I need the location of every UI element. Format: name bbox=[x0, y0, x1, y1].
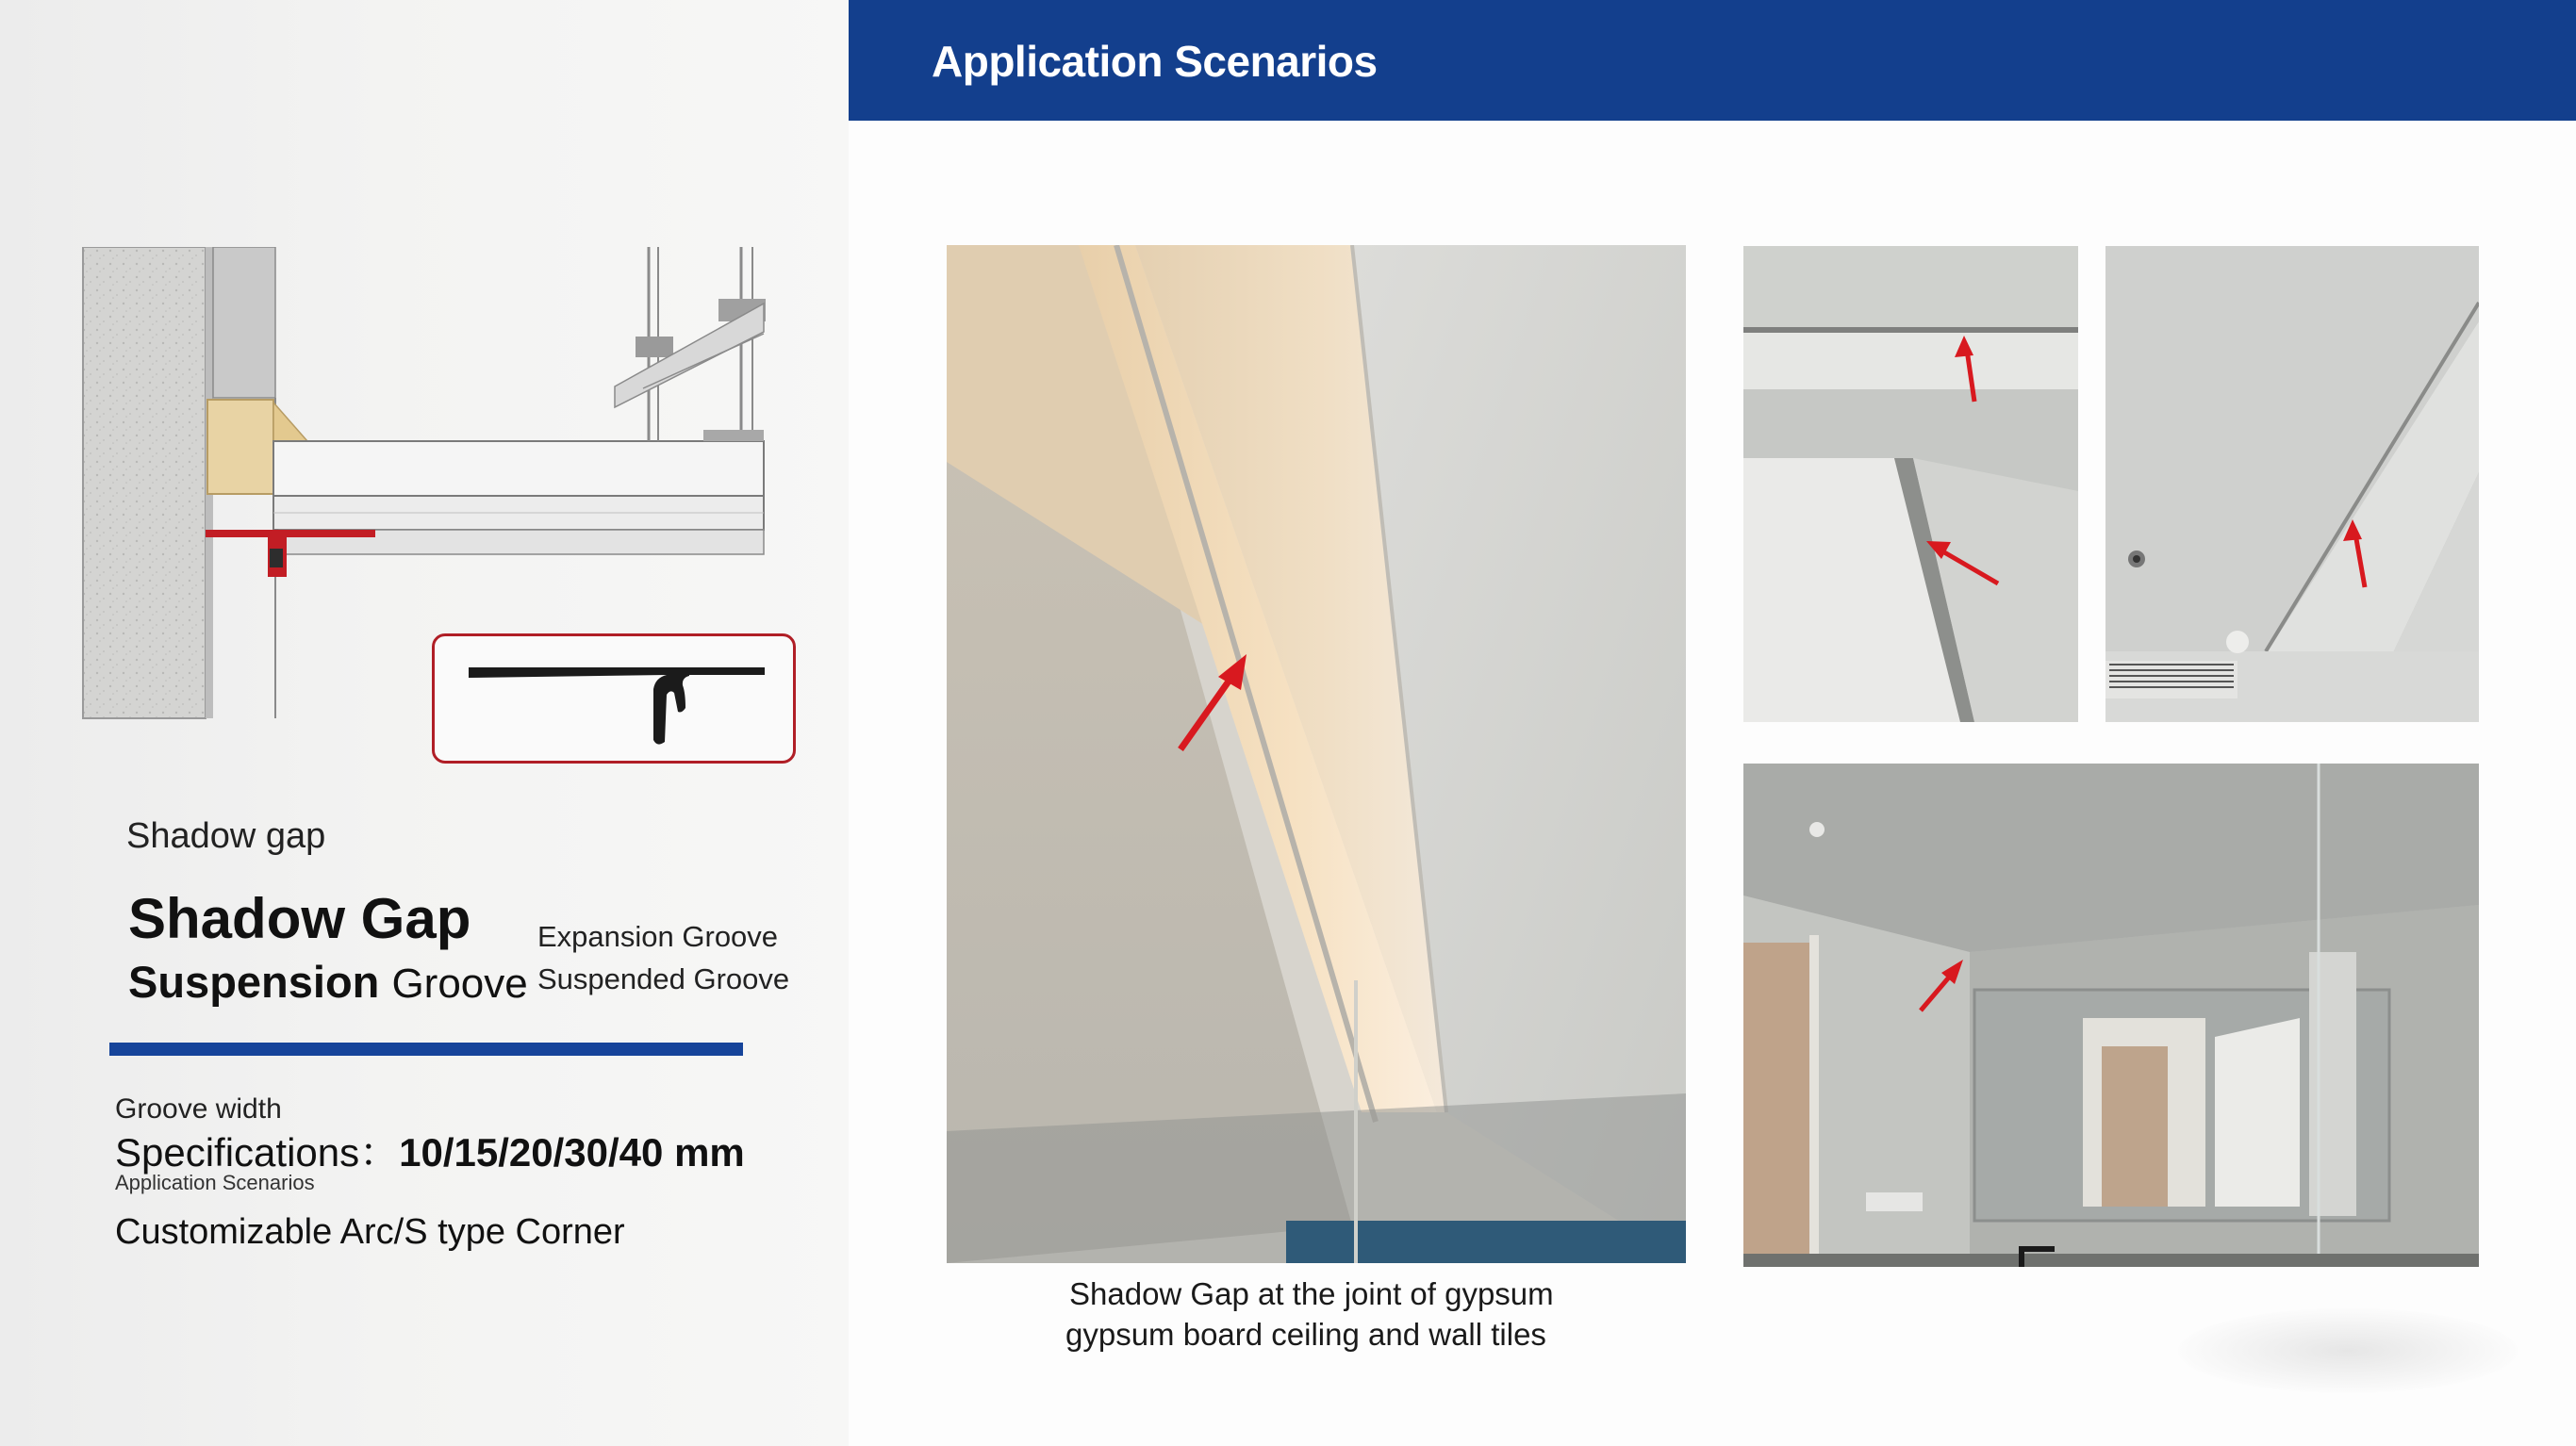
customizable-note: Customizable Arc/S type Corner bbox=[115, 1212, 625, 1252]
application-small-label: Application Scenarios bbox=[115, 1171, 315, 1194]
blurred-mark bbox=[2178, 1308, 2518, 1393]
alt-name-suspended: Suspended Groove bbox=[537, 962, 790, 995]
profile-detail-box bbox=[432, 633, 796, 764]
alt-name-expansion: Expansion Groove bbox=[537, 920, 779, 953]
corner-ceiling-photo bbox=[1743, 246, 2078, 722]
subtitle-part-a: Suspension bbox=[128, 957, 392, 1007]
groove-width-label: Groove width bbox=[115, 1093, 282, 1125]
ceiling-cove-photo bbox=[947, 245, 1686, 1263]
header-bar bbox=[849, 0, 2576, 121]
ceiling-edge-photo bbox=[2105, 246, 2479, 722]
page-title: Application Scenarios bbox=[932, 37, 1378, 86]
spec-label: Specifications： bbox=[115, 1130, 400, 1175]
shadow-gap-label: Shadow gap bbox=[126, 816, 326, 856]
subtitle-part-b: Groove bbox=[391, 961, 528, 1007]
bathroom-mirror-photo bbox=[1743, 764, 2479, 1267]
photo-caption-line2: gypsum board ceiling and wall tiles bbox=[1065, 1317, 1546, 1352]
specifications bbox=[115, 1122, 745, 1178]
spec-value: 10/15/20/30/40 mm bbox=[399, 1130, 745, 1175]
photo-caption-line1: Shadow Gap at the joint of gypsum bbox=[1069, 1276, 1554, 1311]
divider-rule bbox=[109, 1043, 743, 1056]
product-subtitle bbox=[128, 956, 528, 1008]
product-title: Shadow Gap bbox=[128, 887, 471, 950]
